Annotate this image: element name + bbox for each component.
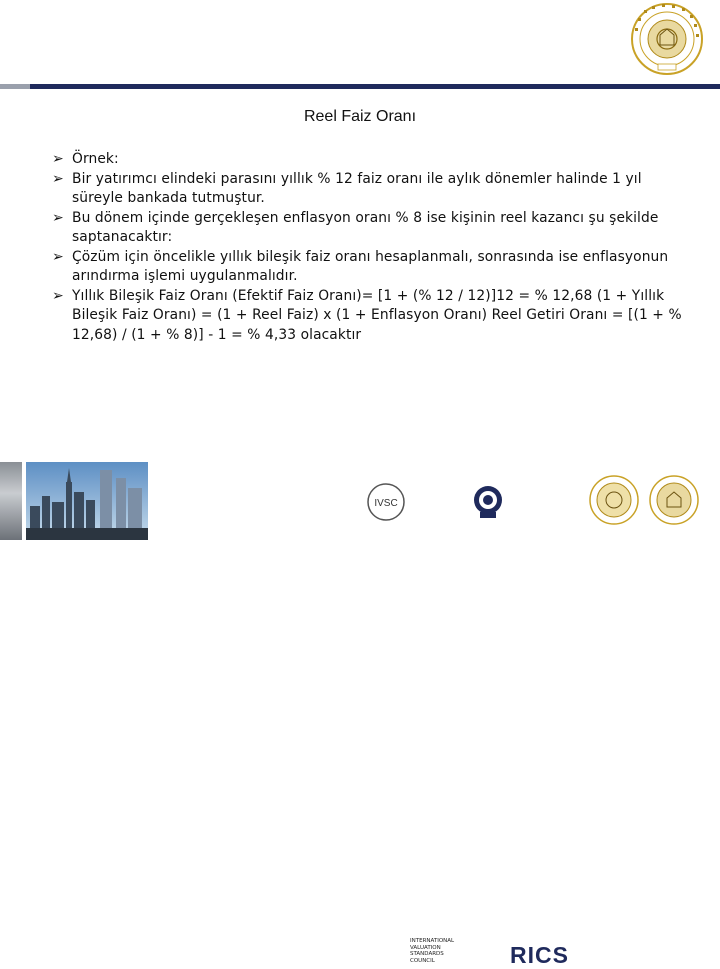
header-rule-accent (0, 84, 30, 89)
arrow-bullet-icon: ➢ (52, 287, 64, 304)
bullet-text: Bir yatırımcı elindeki parasını yıllık % 12 faiz oranı ile aylık dönemler halinde 1 yıl süreyle bankada tutmuştur. (72, 170, 642, 206)
ivsc-line: VALUATION (410, 944, 441, 951)
bullet-item (52, 287, 692, 346)
ivsc-line: STANDARDS (410, 951, 444, 957)
bullet-item (52, 209, 692, 248)
ivsc-line: INTERNATIONAL (410, 938, 455, 944)
rics-logo-text: RICS (510, 942, 569, 968)
bullet-list (52, 150, 692, 345)
arrow-bullet-icon: ➢ (52, 209, 64, 226)
arrow-bullet-icon: ➢ (52, 170, 64, 187)
bullet-text: Bu dönem içinde gerçekleşen enflasyon oranı % 8 ise kişinin reel kazancı şu şekilde saptanacaktır: (72, 209, 659, 245)
bullet-item (52, 248, 692, 287)
city-skyline-image (26, 462, 148, 540)
ivsc-line: COUNCIL (410, 957, 435, 964)
footer-banner (0, 462, 720, 968)
ivsc-caption (410, 938, 454, 964)
university-seal-icon (630, 2, 704, 76)
bullet-text: Örnek: (72, 151, 119, 167)
rics-lion-icon (468, 462, 508, 540)
header-rule (0, 84, 720, 89)
svg-text:IVSC: IVSC (374, 498, 398, 509)
bullet-text: Yıllık Bileşik Faiz Oranı (Efektif Faiz Oranı)= [1 + (% 12 / 12)]12 = % 12,68 (1 + Yıllık Bileşik Faiz Oranı) = (1 + Reel Faiz) x (1 + Enflasyon Oranı) Reel Getiri Oranı = [(1 + % 12,68) / (1 + % 8)] - 1 = % 4,33 olacaktır (72, 287, 682, 343)
slide-title: Reel Faiz Oranı (303, 108, 417, 125)
photo-strip (0, 462, 22, 540)
bullet-item (52, 150, 692, 170)
arrow-bullet-icon: ➢ (52, 151, 64, 167)
bullet-text: Çözüm için öncelikle yıllık bileşik faiz oranı hesaplanmalı, sonrasında ise enflasyonun arındırma işlemi uygulanmalıdır. (72, 248, 669, 284)
university-seal-icon (648, 462, 700, 540)
arrow-bullet-icon: ➢ (52, 248, 64, 265)
ivsc-logo-icon (364, 462, 408, 540)
university-seal-icon (588, 462, 640, 540)
bullet-item (52, 170, 692, 209)
